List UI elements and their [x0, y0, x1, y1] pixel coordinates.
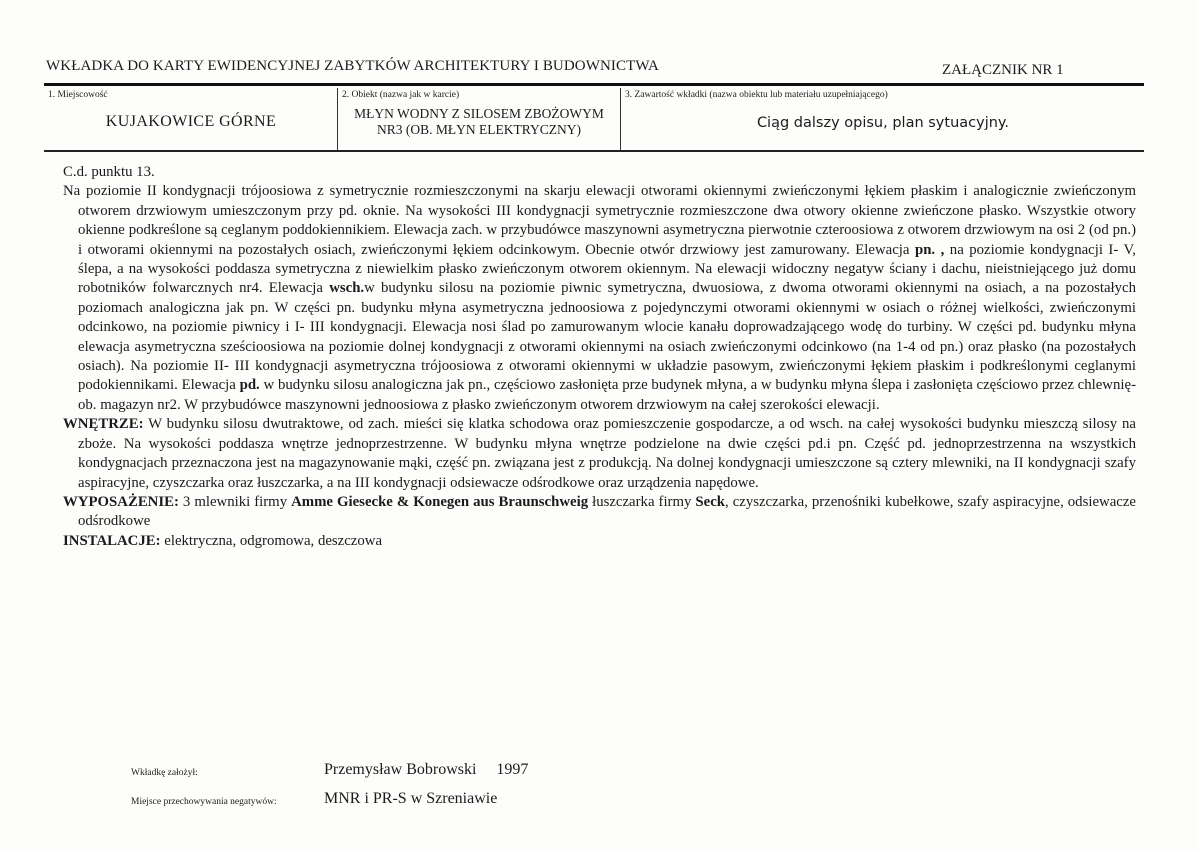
object-label: 2. Obiekt (nazwa jak w karcie) — [342, 90, 460, 100]
section-heading: WNĘTRZE: — [63, 416, 144, 433]
object-value — [341, 106, 617, 138]
description-body — [63, 163, 1136, 551]
section-heading: INSTALACJE: — [63, 532, 161, 549]
content-value: Ciąg dalszy opisu, plan sytuacyjny. — [756, 115, 1010, 131]
negatives-storage-label: Miejsce przechowywania negatywów: — [131, 797, 277, 807]
continuation-note: C.d. punktu 13. — [63, 164, 155, 180]
created-by-value: Przemysław Bobrowski 1997 — [324, 761, 529, 778]
installations-description — [63, 532, 1136, 551]
text-run: 3 mlewniki firmy — [178, 493, 292, 510]
text-run: na poziomie kondygnacji I- V, ślepa, a na wysokości poddasza symetryczna z niewielkim płasko zwieńczonym otworem okiennym. Na elewacji widoczny negatyw ściany i dachu, nieistniejącego już domu robotników folwarcznych nr4. Elewacja — [78, 241, 1136, 297]
document-title: WKŁADKA DO KARTY EWIDENCYJNEJ ZABYTKÓW ARCHITEKTURY I BUDOWNICTWA — [46, 58, 659, 74]
emphasis: Seck — [695, 493, 725, 510]
negatives-storage-value: MNR i PR-S w Szreniawie — [324, 790, 498, 807]
text-run: w budynku silosu na poziomie piwnic symetryczna, dwuosiowa, z dwoma otworami okiennymi na osiach, a na pozostałych poziomach analogiczna jak pn. W części pn. budynku młyna asymetryczna jednoosiowa z pojedynczymi otworami okiennymi w osiach o różnej wielkości, zwieńczonymi odcinkowo, na poziomie piwnicy i I- III kondygnacji. Elewacja nosi ślad po zamurowanym wlocie kanału doprowadzającego wodę do turbiny. W części pd. budynku młyna elewacja asymetryczna sześcioosiowa na poziomie dolnej kondygnacji z otworami okiennymi na osiach zwieńczonymi odcinkowo (na 1-4 od pn.) oraz płasko (na pozostałych osiach). Na poziomie II- III kondygnacji asymetryczna trójoosiowa z otworami okiennymi w układzie pasowym, zwieńczonymi łękiem płaskim i podkreślonymi ceglanymi podokiennikami. Elewacja — [78, 280, 1137, 394]
text-run: w budynku silosu analogiczna jak pn., częściowo zasłonięta prze budynek młyna, a w budynku młyna ślepa i zasłonięta częściowo przez chlewnię- ob. magazyn nr2. W przybudówce maszynowni jednoosiowa z płasko zwieńczonym otworem drzwiowym na całej szerokości elewacji. — [78, 377, 1136, 413]
equipment-description — [63, 493, 1136, 532]
emphasis: pd. — [239, 377, 260, 394]
fields-rule — [44, 150, 1144, 152]
header-rule — [44, 83, 1144, 86]
emphasis: wsch. — [329, 280, 365, 297]
facade-description — [63, 182, 1136, 415]
place-value: KUJAKOWICE GÓRNE — [105, 113, 277, 130]
object-value-line: NR3 (OB. MŁYN ELEKTRYCZNY) — [377, 122, 581, 137]
annex-number: ZAŁĄCZNIK NR 1 — [942, 62, 1064, 78]
text-run: elektryczna, odgromowa, deszczowa — [160, 532, 383, 549]
created-by-label: Wkładkę założył: — [131, 768, 198, 778]
interior-description — [63, 415, 1136, 493]
section-heading: WYPOSAŻENIE: — [63, 493, 179, 510]
column-divider — [620, 88, 621, 150]
place-label: 1. Miejscowość — [48, 90, 108, 100]
text-run: Na poziomie II kondygnacji trójoosiowa z symetrycznie rozmieszczonymi na skarju elewacji otworami okiennymi zwieńczonymi łękiem płaskim i analogicznie zwieńczonym otworem drzwiowym umieszczonym przy pd. oknie. Na wysokości III kondygnacji symetrycznie rozmieszczone dwa otwory okienne zwieńczone płasko. Wszystkie otwory okienne podkreślone są ceglanym poddokiennikiem. Elewacja zach. w przybudówce maszynowni asymetryczna pierwotnie czteroosiowa z otworem drzwiowym na osi 2 (od pn.) i otworami okiennymi na pozostałych osiach, zwieńczonymi łękiem odcinkowym. Obecnie otwór drzwiowy jest zamurowany. Elewacja — [63, 183, 1136, 258]
text-run: łuszczarka firmy — [588, 493, 696, 510]
column-divider — [337, 88, 338, 150]
object-value-line: MŁYN WODNY Z SILOSEM ZBOŻOWYM — [354, 106, 604, 121]
emphasis: Amme Giesecke & Konegen aus Braunschweig — [291, 493, 589, 510]
content-label: 3. Zawartość wkładki (nazwa obiektu lub materiału uzupełniającego) — [625, 90, 888, 100]
text-run: W budynku silosu dwutraktowe, od zach. mieści się klatka schodowa oraz pomieszczenie gospodarcze, a od wsch. na całej wysokości budynku mieszczą silosy na zboże. Na wysokości poddasza wnętrze jednoprzestrzenne. W budynku młyna wnętrze podzielone na dwie części pd.i pn. Część pd. jednoprzestrzenna na wszystkich kondygnacjach przeznaczona jest na magazynowanie mąki, część pn. związana jest z produkcją. Na dolnej kondygnacji umieszczone są cztery mlewniki, na II kondygnacji szafy aspiracyjne, czyszczarka oraz łuszczarka, a na III kondygnacji odsiewacze odśrodkowe oraz urządzenia napędowe. — [78, 416, 1136, 491]
text-run: , czyszczarka, przenośniki kubełkowe, szafy aspiracyjne, odsiewacze odśrodkowe — [78, 493, 1136, 530]
emphasis: pn. , — [914, 241, 945, 258]
